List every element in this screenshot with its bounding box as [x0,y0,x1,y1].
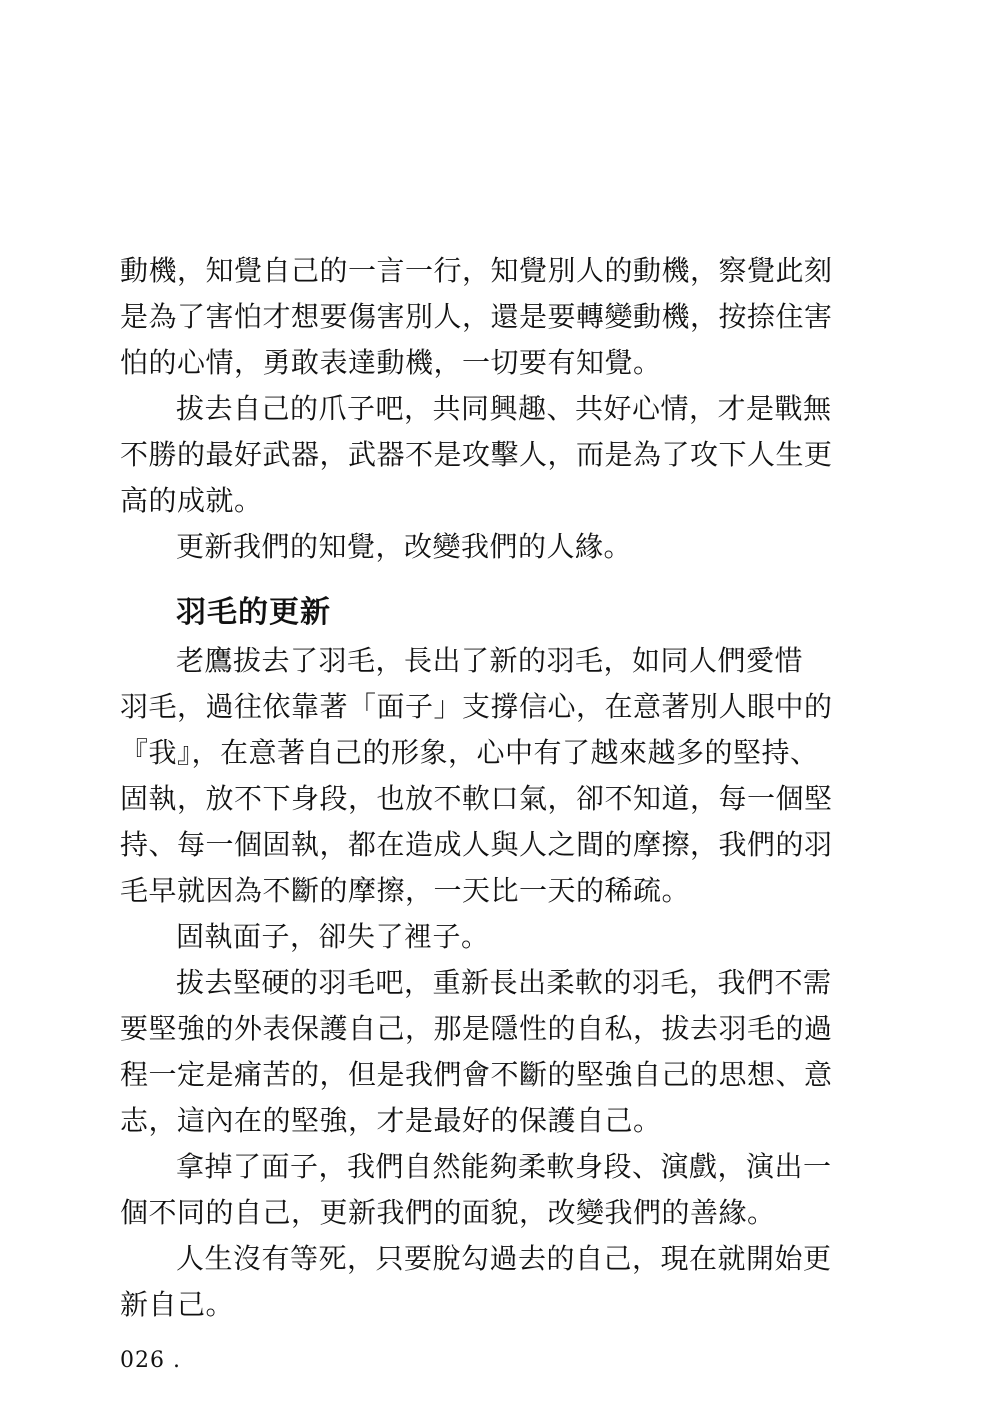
text-line: 怕的心情，勇敢表達動機，一切要有知覺。 [120,346,662,379]
text-line: 個不同的自己，更新我們的面貌，改變我們的善緣。 [120,1196,776,1229]
text-line: 拔去堅硬的羽毛吧，重新長出柔軟的羽毛，我們不需 [176,966,832,999]
text-line: 動機，知覺自己的一言一行，知覺別人的動機，察覺此刻 [120,254,833,287]
text-line: 拔去自己的爪子吧，共同興趣、共好心情，才是戰無 [176,392,832,425]
text-line: 更新我們的知覺，改變我們的人緣。 [176,530,633,563]
text-line: 新自己。 [120,1288,235,1321]
text-line: 拿掉了面子，我們自然能夠柔軟身段、演戲，演出一 [176,1150,832,1183]
text-line: 固執，放不下身段，也放不軟口氣，卻不知道，每一個堅 [120,782,833,815]
text-line: 固執面子，卻失了裡子。 [176,920,490,953]
page-number: 026 . [120,1348,181,1373]
text-line: 老鷹拔去了羽毛，長出了新的羽毛，如同人們愛惜 [176,644,804,677]
text-line: 毛早就因為不斷的摩擦，一天比一天的稀疏。 [120,874,691,907]
text-line: 高的成就。 [120,484,263,517]
text-line: 不勝的最好武器，武器不是攻擊人，而是為了攻下人生更 [120,438,833,471]
text-line: 是為了害怕才想要傷害別人，還是要轉變動機，按捺住害 [120,300,833,333]
text-line: 持、每一個固執，都在造成人與人之間的摩擦，我們的羽 [120,828,833,861]
text-line: 志，這內在的堅強，才是最好的保護自己。 [120,1104,662,1137]
text-line: 羽毛，過往依靠著「面子」支撐信心，在意著別人眼中的 [120,690,833,723]
text-line: 『我』，在意著自己的形象，心中有了越來越多的堅持、 [120,736,819,769]
text-line: 人生沒有等死，只要脫勾過去的自己，現在就開始更 [176,1242,832,1275]
section-heading: 羽毛的更新 [176,595,331,630]
text-line: 要堅強的外表保護自己，那是隱性的自私，拔去羽毛的過 [120,1012,833,1045]
text-line: 程一定是痛苦的，但是我們會不斷的堅強自己的思想、意 [120,1058,833,1091]
